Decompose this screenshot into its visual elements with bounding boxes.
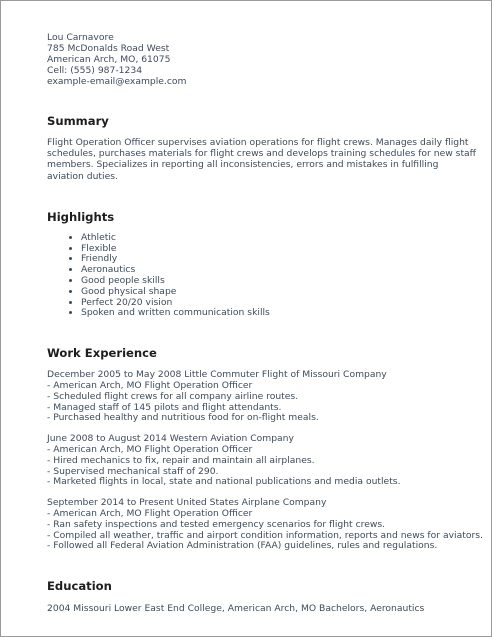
job-line: - American Arch, MO Flight Operation Officer (47, 443, 253, 455)
resume-content (47, 32, 487, 614)
job-entry (47, 370, 487, 424)
highlights-heading: Highlights (47, 209, 115, 224)
job-line: - Compiled all weather, traffic and airport condition information, reports and news for aviators. (47, 529, 483, 541)
contact-city: American Arch, MO, 61075 (47, 54, 171, 65)
job-entry (47, 434, 487, 488)
job-line: - Followed all Federal Aviation Administration (FAA) guidelines, rules and regulations. (47, 540, 438, 552)
contact-block (47, 32, 487, 87)
job-line: - Marketed flights in local, state and national publications and media outlets. (47, 476, 401, 488)
highlight-item: • Perfect 20/20 vision (81, 298, 487, 309)
job-entry (47, 498, 487, 552)
contact-name: Lou Carnavore (47, 32, 114, 43)
highlight-item: • Flexible (81, 244, 487, 255)
job-line: - Supervised mechanical staff of 290. (47, 465, 219, 477)
contact-cell: Cell: (555) 987-1234 (47, 65, 143, 76)
job-line: - Ran safety inspections and tested emergency scenarios for flight crews. (47, 518, 386, 530)
highlight-item: • Good people skills (81, 276, 487, 287)
job-line: - Hired mechanics to fix, repair and maintain all airplanes. (47, 454, 315, 466)
job-line: - Scheduled flight crews for all company airline routes. (47, 390, 299, 402)
highlight-item: • Athletic (81, 233, 487, 244)
work-experience-section (47, 346, 487, 552)
job-heading: September 2014 to Present United States Airplane Company (47, 497, 327, 509)
education-line: 2004 Missouri Lower East End College, American Arch, MO Bachelors, Aeronautics (47, 603, 425, 615)
job-line: - American Arch, MO Flight Operation Officer (47, 507, 253, 519)
highlight-item: • Friendly (81, 254, 487, 265)
highlights-section (47, 210, 487, 319)
summary-section (47, 114, 487, 182)
highlight-item: • Aeronautics (81, 265, 487, 276)
highlights-list (47, 233, 487, 319)
contact-address: 785 McDonalds Road West (47, 43, 170, 54)
job-line: - Managed staff of 145 pilots and flight attendants. (47, 401, 282, 413)
work-experience-heading: Work Experience (47, 346, 157, 361)
job-line: - American Arch, MO Flight Operation Officer (47, 379, 253, 391)
job-heading: June 2008 to August 2014 Western Aviation Company (47, 433, 294, 445)
summary-text: Flight Operation Officer supervises aviation operations for flight crews. Manages daily flight schedules, purchases materials for flight crews and develops training schedules for new staff members. Specializes in reporting all inconsistencies, errors and mistakes in fulfilling aviation duties. (47, 137, 477, 182)
education-heading: Education (47, 579, 112, 594)
job-heading: December 2005 to May 2008 Little Commuter Flight of Missouri Company (47, 369, 387, 381)
education-section (47, 579, 487, 614)
highlight-item: • Good physical shape (81, 287, 487, 298)
job-line: - Purchased healthy and nutritious food for on-flight meals. (47, 412, 319, 424)
highlight-item: • Spoken and written communication skills (81, 308, 487, 319)
contact-email: example-email@example.com (47, 76, 187, 87)
summary-heading: Summary (47, 114, 109, 128)
